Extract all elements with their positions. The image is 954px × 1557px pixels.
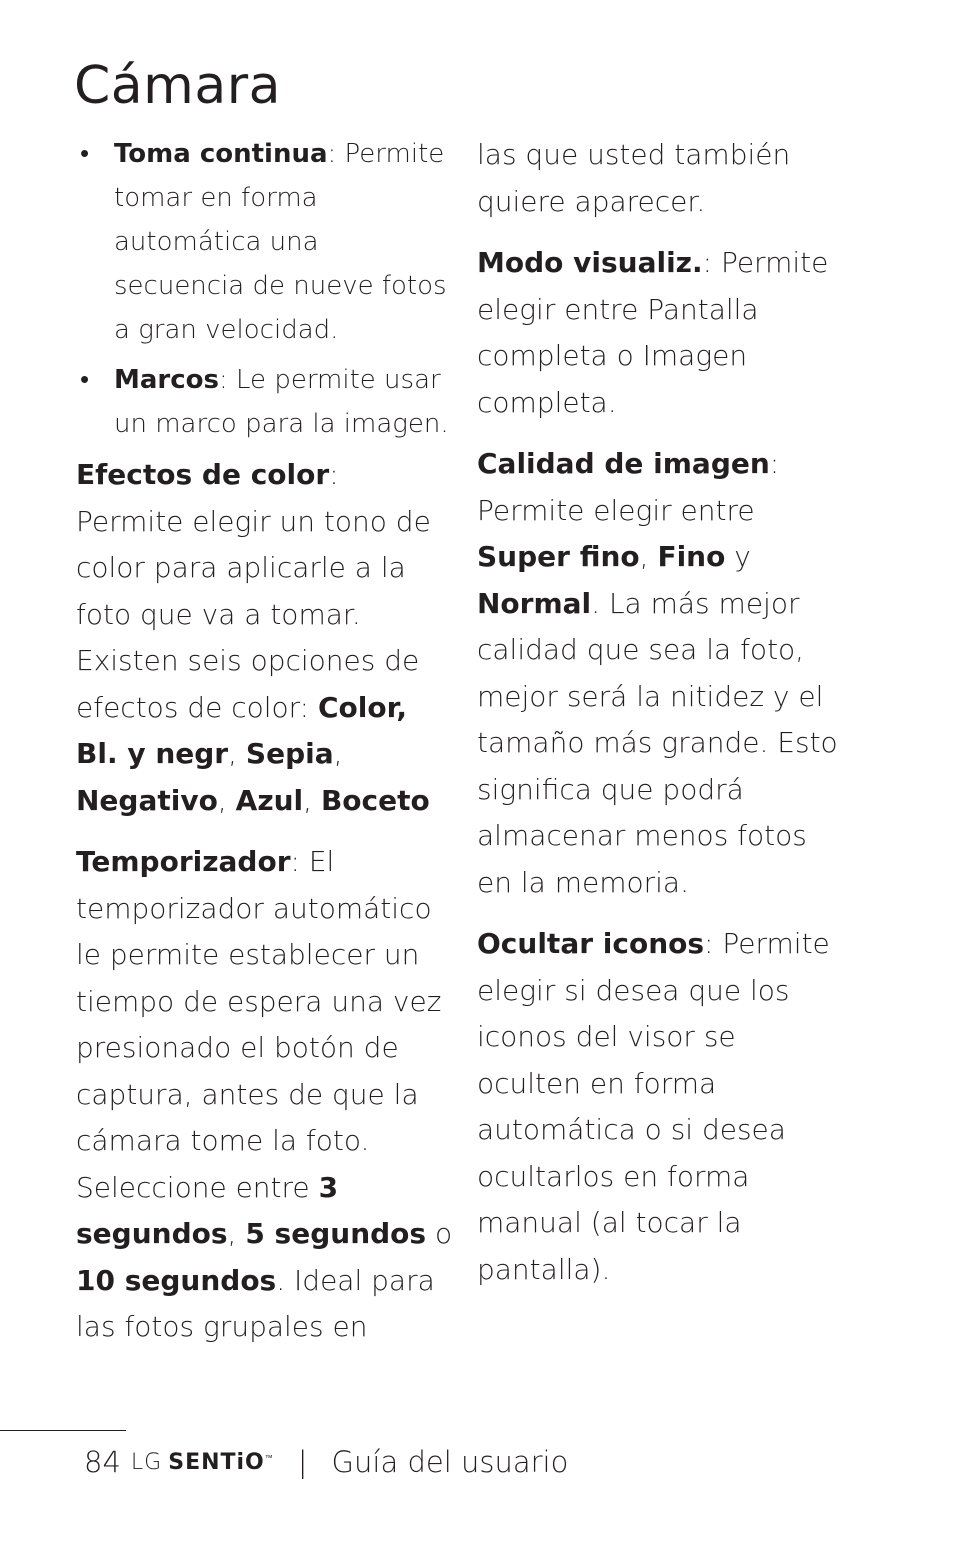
text-run: : El temporizador automático le permite establecer un tiempo de espera una vez presionado el botón de captura, antes de que la cámara tome la foto. Seleccione entre [76, 845, 442, 1204]
footer-rule [0, 1430, 126, 1431]
text-run: . La más mejor calidad que sea la foto, mejor será la nitidez y el tamaño más grande. Esto significa que podrá almacenar menos fotos en la memoria. [477, 586, 838, 899]
bullet-item [76, 132, 454, 352]
bold-term: Super fino [477, 540, 640, 573]
bold-term: Fino [657, 540, 726, 573]
bullet-item [76, 358, 454, 446]
bold-term: 5 segundos [245, 1217, 427, 1250]
bold-term: Modo visualiz. [477, 246, 703, 279]
paragraph [76, 839, 454, 1351]
page-number: 84 [84, 1445, 121, 1479]
bold-term: Efectos de color [76, 458, 330, 491]
text-run: : Permite elegir entre Pantalla completa o Imagen completa. [477, 246, 829, 419]
bold-term: Boceto [320, 783, 430, 817]
text-run: : Permite elegir si desea que los iconos del visor se oculten en forma automática o si desea ocultarlos en forma manual (al tocar la pantalla). [477, 927, 830, 1286]
bold-term: Calidad de imagen [477, 447, 770, 480]
logo-tm: ™ [264, 1453, 274, 1463]
right-column [477, 132, 847, 1308]
bold-term: Toma continua [114, 139, 328, 169]
bold-term: Color, Bl. y negr [76, 690, 407, 770]
text-run: y [725, 540, 751, 573]
bold-term: Ocultar iconos [477, 927, 705, 960]
lg-sentio-logo [131, 1450, 274, 1475]
text-run: , [333, 737, 343, 770]
text-run: . Ideal para las fotos grupales en [76, 1263, 435, 1343]
text-run: : Le permite usar un marco para la imagen. [114, 365, 449, 439]
bold-term: Marcos [114, 365, 219, 395]
footer-separator: | [297, 1445, 308, 1479]
bold-term: 10 segundos [76, 1263, 277, 1297]
bold-term: Temporizador [76, 845, 291, 878]
text-run: , [227, 1217, 246, 1250]
text-run: , [228, 737, 246, 770]
paragraph [477, 132, 847, 225]
text-run: , [303, 783, 321, 817]
text-run: , [217, 783, 236, 817]
paragraph [477, 921, 847, 1293]
text-run: : Permite tomar en forma automática una secuencia de nueve fotos a gran velocidad. [114, 139, 447, 345]
bold-term: 3 segundos [76, 1170, 339, 1250]
bold-term: Sepia [245, 737, 334, 770]
text-run: : Permite elegir entre [477, 447, 780, 527]
text-run: : Permite elegir un tono de color para aplicarle a la foto que va a tomar. Existen seis opciones de efectos de color: [76, 458, 431, 724]
paragraph [477, 240, 847, 426]
bold-term: Negativo [76, 783, 218, 817]
paragraph [477, 441, 847, 906]
logo-lg: LG [130, 1449, 163, 1475]
guide-title: Guía del usuario [331, 1445, 569, 1479]
footer [84, 1445, 568, 1479]
text-run: o [426, 1217, 453, 1250]
bold-term: Normal [477, 586, 592, 620]
text-run: las que usted también quiere aparecer. [477, 138, 791, 218]
paragraph [76, 452, 454, 824]
bold-term: Azul [235, 783, 304, 817]
left-column [76, 132, 454, 1366]
text-run: , [639, 540, 658, 573]
page-title: Cámara [74, 56, 281, 116]
logo-brand: SENTiO [168, 1449, 265, 1475]
